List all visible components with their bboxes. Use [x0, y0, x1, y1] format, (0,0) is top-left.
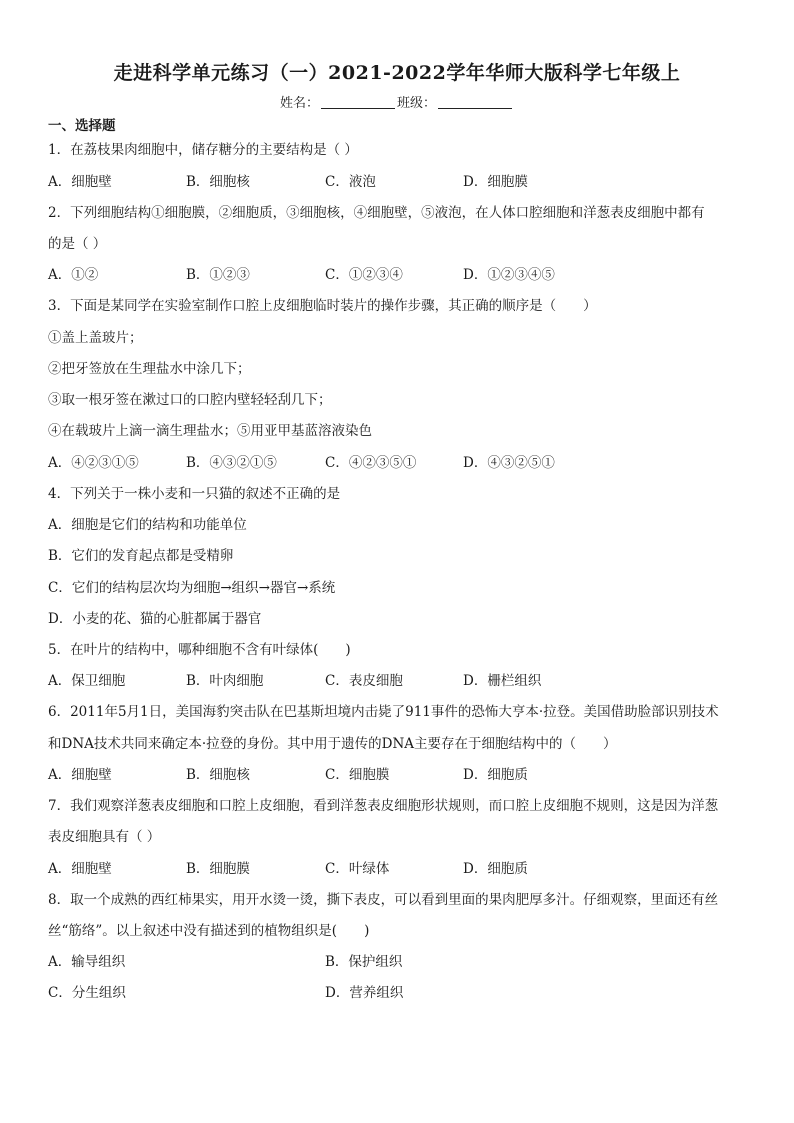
question-7-stem: 7．我们观察洋葱表皮细胞和口腔上皮细胞，看到洋葱表皮细胞形状规则，而口腔上皮细胞不规则，这是因为洋葱: [48, 798, 719, 814]
option-c: C．①②③④: [325, 267, 403, 283]
question-1-stem: 1．在荔枝果肉细胞中，储存糖分的主要结构是（ ）: [48, 142, 358, 158]
option-a: A．细胞壁: [48, 174, 112, 190]
option-a: A．①②: [48, 267, 99, 283]
option-c: C．叶绿体: [325, 861, 390, 877]
option-b: B．细胞核: [186, 174, 250, 190]
option-a: A．保卫细胞: [48, 673, 126, 689]
option-d: D．④③②⑤①: [463, 455, 555, 471]
option-c: C．表皮细胞: [325, 673, 403, 689]
option-d: D．细胞质: [463, 861, 528, 877]
option-c: C．④②③⑤①: [325, 455, 417, 471]
option-d: D．细胞质: [463, 767, 528, 783]
question-3-step: ④在载玻片上滴一滴生理盐水；⑤用亚甲基蓝溶液染色: [48, 423, 372, 439]
question-2-stem-cont: 的是（ ）: [48, 236, 107, 252]
class-label: 班级：: [397, 96, 437, 111]
question-6-stem: 6．2011年5月1日，美国海豹突击队在巴基斯坦境内击毙了911事件的恐怖大亨本·拉登。美国借助脸部识别技术: [48, 704, 719, 720]
option-c: C．分生组织: [48, 985, 126, 1001]
option-b: B．①②③: [186, 267, 250, 283]
section-heading: 一、选择题: [48, 118, 116, 134]
option-a: A．④②③①⑤: [48, 455, 139, 471]
option-b: B．保护组织: [325, 954, 403, 970]
question-3-stem: 3．下面是某同学在实验室制作口腔上皮细胞临时装片的操作步骤，其正确的顺序是（ ）: [48, 298, 597, 314]
option-c: C．它们的结构层次均为细胞→组织→器官→系统: [48, 580, 336, 596]
option-b: B．细胞核: [186, 767, 250, 783]
question-4-stem: 4．下列关于一株小麦和一只猫的叙述不正确的是: [48, 486, 341, 502]
option-b: B．④③②①⑤: [186, 455, 277, 471]
class-blank[interactable]: [438, 96, 512, 109]
option-a: A．输导组织: [48, 954, 126, 970]
student-info: [0, 92, 794, 111]
question-7-stem-cont: 表皮细胞具有（ ）: [48, 829, 161, 845]
option-a: A．细胞壁: [48, 861, 112, 877]
option-d: D．①②③④⑤: [463, 267, 555, 283]
option-b: B．细胞膜: [186, 861, 250, 877]
option-b: B．叶肉细胞: [186, 673, 264, 689]
option-d: D．栅栏组织: [463, 673, 542, 689]
question-8-stem: 8．取一个成熟的西红柿果实，用开水烫一烫，撕下表皮，可以看到里面的果肉肥厚多汁。仔细观察，里面还有丝: [48, 892, 719, 908]
question-3-step: ③取一根牙签在漱过口的口腔内壁轻轻刮几下；: [48, 392, 332, 408]
option-d: D．营养组织: [325, 985, 404, 1001]
option-c: C．液泡: [325, 174, 376, 190]
option-c: C．细胞膜: [325, 767, 390, 783]
question-5-stem: 5．在叶片的结构中，哪种细胞不含有叶绿体( ): [48, 642, 351, 658]
option-b: B．它们的发育起点都是受精卵: [48, 548, 234, 564]
option-d: D．小麦的花、猫的心脏都属于器官: [48, 611, 262, 627]
question-6-stem-cont: 和DNA技术共同来确定本·拉登的身份。其中用于遗传的DNA主要存在于细胞结构中的（ ）: [48, 736, 617, 752]
question-2-stem: 2．下列细胞结构①细胞膜，②细胞质，③细胞核，④细胞壁，⑤液泡，在人体口腔细胞和洋葱表皮细胞中都有: [48, 205, 705, 221]
name-label: 姓名：: [279, 96, 319, 111]
question-3-step: ②把牙签放在生理盐水中涂几下；: [48, 361, 251, 377]
option-a: A．细胞是它们的结构和功能单位: [48, 517, 247, 533]
option-d: D．细胞膜: [463, 174, 528, 190]
name-blank[interactable]: [321, 96, 395, 109]
page-title: 走进科学单元练习（一）2021-2022学年华师大版科学七年级上: [113, 62, 681, 84]
question-3-step: ①盖上盖玻片；: [48, 330, 143, 346]
question-8-stem-cont: 丝“筋络”。以上叙述中没有描述到的植物组织是( ): [48, 923, 370, 939]
option-a: A．细胞壁: [48, 767, 112, 783]
